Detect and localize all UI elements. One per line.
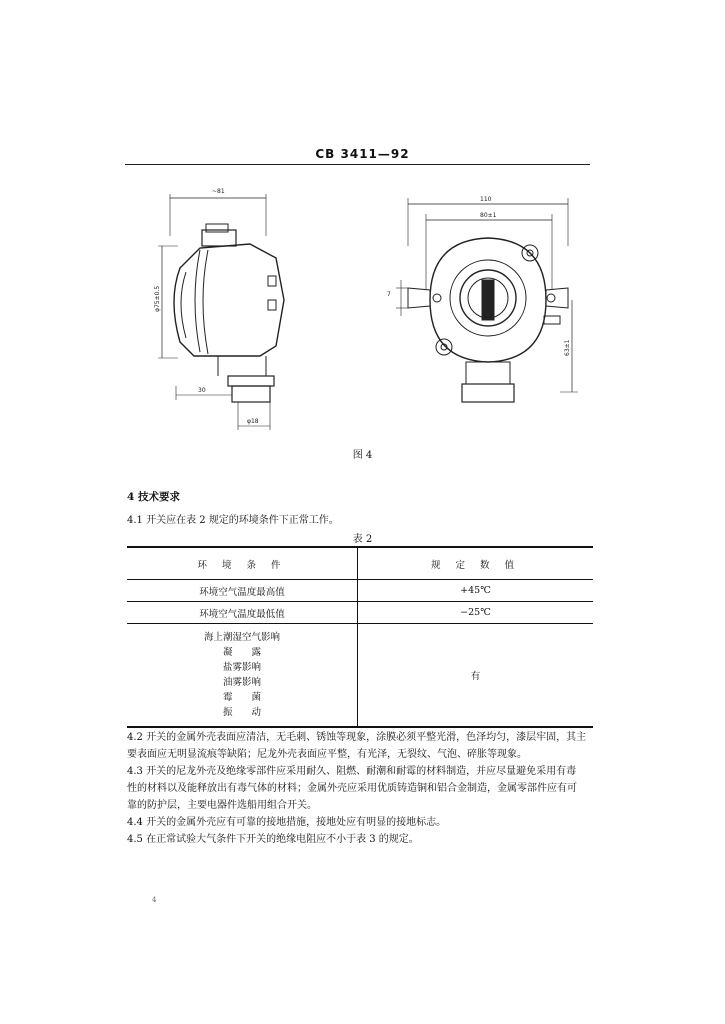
condition-item: 振 动 (222, 707, 261, 718)
condition-item: 油雾影响 (222, 677, 261, 688)
table-caption: 表 2 (352, 534, 373, 545)
table-row (127, 624, 593, 728)
paragraph-4-2-line-1: 4.2 开关的金属外壳表面应清洁，无毛刺、锈蚀等现象，涂膜必须平整光滑，色泽均匀，漆层牢固，其主 (127, 732, 587, 743)
table-cell: 环境空气温度最高值 (127, 580, 358, 602)
condition-item: 盐雾影响 (222, 662, 261, 673)
front-thickness-dim: 7 (387, 291, 391, 298)
front-height-dim: 63±1 (564, 339, 571, 356)
table-cell-marine-conditions (127, 624, 358, 728)
front-view (396, 198, 578, 402)
column-header-value: 规 定 数 值 (358, 547, 594, 580)
page-number: 4 (152, 896, 157, 904)
side-conduit-dim: φ18 (247, 418, 259, 425)
side-width-dim: ~81 (212, 188, 225, 195)
table-row (127, 580, 593, 602)
paragraph-4-3-line-1: 4.3 开关的尼龙外壳及绝缘零部件应采用耐久、阻燃、耐潮和耐霉的材料制造，并应尽量避免采用有毒 (127, 766, 577, 777)
environment-table (127, 546, 593, 728)
figure-caption: 图 4 (352, 450, 373, 461)
paragraph-4-3-line-2: 性的材料以及能释放出有毒气体的材料；金属外壳应采用优质铸造铜和铝合金制造，金属零部件应有可 (127, 783, 577, 794)
side-view (158, 194, 284, 430)
table-cell: 有 (358, 624, 594, 728)
condition-item: 霉 菌 (222, 692, 261, 703)
paragraph-4-2-line-2: 要表面应无明显流痕等缺陷；尼龙外壳表面应平整，有光泽，无裂纹、气泡、碎胀等现象。 (127, 749, 527, 760)
condition-item: 凝 露 (222, 647, 261, 658)
side-height-dim: φ75±0.5 (154, 285, 161, 312)
paragraph-4-4: 4.4 开关的金属外壳应有可靠的接地措施，接地处应有明显的接地标志。 (127, 817, 447, 828)
paragraph-4-1: 4.1 开关应在表 2 规定的环境条件下正常工作。 (127, 515, 339, 526)
column-header-condition: 环 境 条 件 (127, 547, 358, 580)
table-cell: +45℃ (358, 580, 594, 602)
front-overall-width-dim: 110 (480, 196, 492, 203)
figure-4-drawing (0, 0, 725, 470)
side-offset-dim: 30 (198, 387, 206, 394)
marine-conditions-title: 海上潮湿空气影响 (203, 632, 280, 643)
table-row (127, 602, 593, 624)
table-cell: −25℃ (358, 602, 594, 624)
table-cell: 环境空气温度最低值 (127, 602, 358, 624)
paragraph-4-3-line-3: 靠的防护层，主要电器件选船用组合开关。 (127, 800, 317, 811)
front-mount-width-dim: 80±1 (480, 212, 497, 219)
standard-code-header: CB 3411—92 (315, 147, 410, 161)
section-heading: 4 技术要求 (127, 491, 180, 503)
paragraph-4-5: 4.5 在正常试验大气条件下开关的绝缘电阻应不小于表 3 的规定。 (127, 834, 419, 845)
